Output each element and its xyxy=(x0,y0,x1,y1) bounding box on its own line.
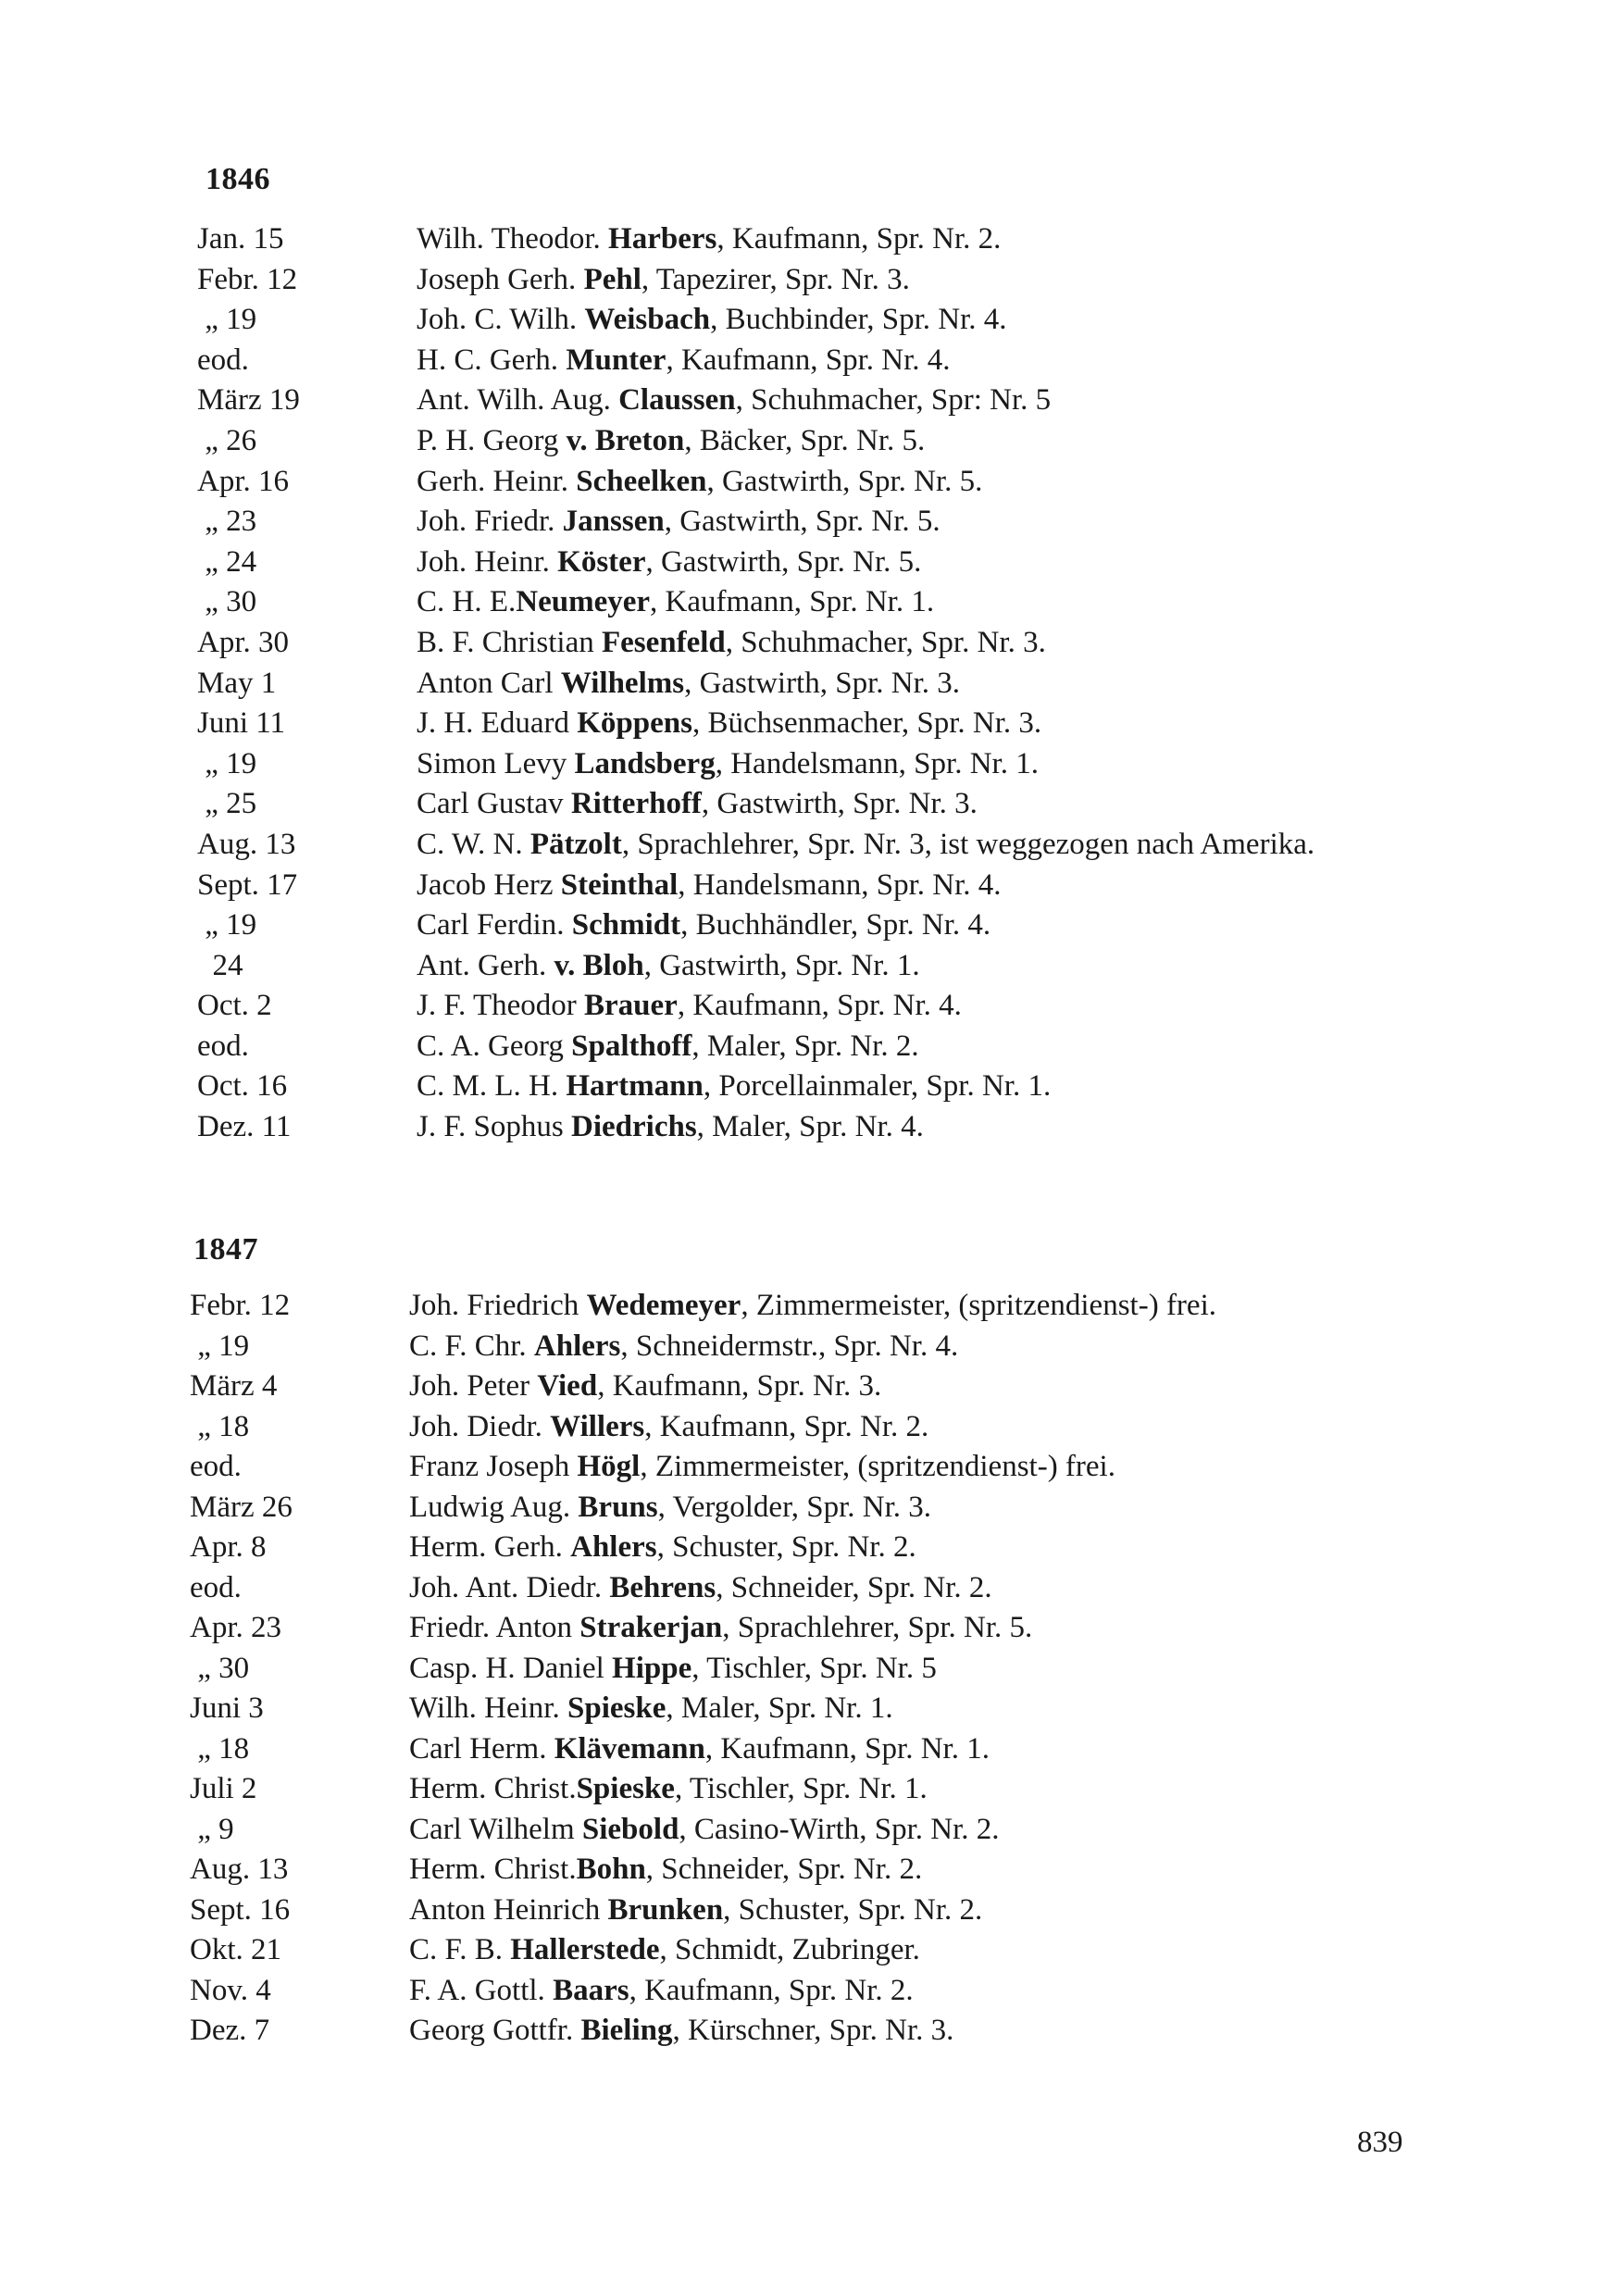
entry-given-names: Joseph Gerh. xyxy=(417,262,584,296)
entry-date-text: Juni 3 xyxy=(190,1691,264,1725)
entry-details: , Vergolder, Spr. Nr. 3. xyxy=(657,1490,932,1524)
entry-text xyxy=(417,341,1426,381)
entry-details: , Schuhmacher, Spr. Nr. 3. xyxy=(725,625,1046,659)
entry-date xyxy=(197,986,417,1027)
entry-surname: Neumeyer xyxy=(516,585,651,619)
list-item xyxy=(0,582,1607,623)
entry-text xyxy=(409,1890,1437,1931)
entry-given-names: Joh. Friedrich xyxy=(409,1289,587,1322)
entry-details: , Kürschner, Spr. Nr. 3. xyxy=(672,2014,954,2047)
entry-surname: Köster xyxy=(557,544,646,579)
entry-date-text: März 19 xyxy=(197,383,300,418)
entry-given-names: B. F. Christian xyxy=(417,625,602,659)
entry-text xyxy=(417,986,1426,1027)
entry-given-names: Ant. Gerh. xyxy=(417,948,554,982)
entry-text xyxy=(409,1407,1437,1448)
entry-surname: Högl xyxy=(577,1450,641,1483)
list-item xyxy=(0,704,1607,744)
entry-date xyxy=(197,462,417,503)
entry-details: , Maler, Spr. Nr. 2. xyxy=(691,1029,919,1063)
entry-date xyxy=(197,219,417,260)
entry-date xyxy=(197,502,417,543)
entry-details: , Zimmermeister, (spritzendienst-) frei. xyxy=(741,1289,1216,1322)
entry-date xyxy=(197,543,417,583)
entry-date xyxy=(190,1327,409,1367)
entry-given-names: F. A. Gottl. xyxy=(409,1973,554,2007)
list-item xyxy=(0,260,1607,301)
entry-date xyxy=(197,825,417,866)
entry-text xyxy=(417,300,1426,341)
entry-details: , Maler, Spr. Nr. 4. xyxy=(696,1110,924,1144)
entry-given-names: Friedr. Anton xyxy=(409,1611,580,1644)
entry-surname: Scheelken xyxy=(576,464,707,498)
entry-given-names: Carl Gustav xyxy=(417,787,571,821)
entry-text xyxy=(417,905,1426,946)
entry-date-text: Jan. 15 xyxy=(197,222,284,256)
entry-text xyxy=(409,1810,1437,1851)
entry-text xyxy=(409,1447,1437,1488)
entry-given-names: Ludwig Aug. xyxy=(409,1490,579,1524)
entry-text xyxy=(417,866,1426,906)
entry-surname: Brunken xyxy=(607,1892,724,1927)
list-item xyxy=(0,1067,1607,1107)
entry-surname: Bohn xyxy=(576,1853,646,1886)
entry-date-text: „ 19 xyxy=(197,908,257,942)
entry-date-text: „ 19 xyxy=(197,303,257,337)
entry-given-names: Herm. Christ. xyxy=(409,1772,577,1805)
entry-text xyxy=(417,462,1426,503)
entry-date-text: „ 18 xyxy=(190,1731,250,1766)
entry-text xyxy=(409,1769,1437,1810)
list-item xyxy=(0,1729,1607,1770)
entry-given-names: Wilh. Heinr. xyxy=(409,1691,567,1725)
entry-date xyxy=(190,1971,409,2012)
entry-text xyxy=(409,1729,1437,1770)
entry-given-names: Jacob Herz xyxy=(417,867,561,902)
entry-date xyxy=(190,1488,409,1529)
entry-surname: Ahlers xyxy=(533,1329,621,1363)
list-item xyxy=(0,905,1607,946)
entry-date xyxy=(197,1027,417,1067)
entry-date xyxy=(190,2011,409,2052)
entry-surname: Janssen xyxy=(562,505,665,539)
entry-date xyxy=(190,1366,409,1407)
list-item xyxy=(0,1890,1607,1931)
entry-list xyxy=(0,1286,1607,2052)
year-heading: 1846 xyxy=(206,162,270,196)
entry-surname: Hartmann xyxy=(566,1069,704,1104)
list-item xyxy=(0,1850,1607,1890)
entry-date-text: Okt. 21 xyxy=(190,1933,281,1966)
entry-given-names: Joh. Peter xyxy=(409,1369,538,1403)
list-item xyxy=(0,1447,1607,1488)
entry-date xyxy=(197,664,417,705)
entry-details: , Gastwirth, Spr. Nr. 5. xyxy=(706,464,983,498)
entry-details: , Buchbinder, Spr. Nr. 4. xyxy=(710,303,1007,337)
entry-date-text: „ 30 xyxy=(197,585,257,619)
entry-surname: Weisbach xyxy=(584,303,711,337)
entry-date xyxy=(190,1930,409,1971)
entry-text xyxy=(409,1971,1437,2012)
list-item xyxy=(0,946,1607,987)
entry-date-text: Apr. 16 xyxy=(197,464,289,498)
entry-given-names: Anton Heinrich xyxy=(409,1892,608,1927)
list-item xyxy=(0,1107,1607,1148)
list-item xyxy=(0,1407,1607,1448)
entry-text xyxy=(417,946,1426,987)
entry-given-names: C. M. L. H. xyxy=(417,1069,567,1104)
list-item xyxy=(0,1366,1607,1407)
entry-date-text: 24 xyxy=(197,948,243,982)
entry-date-text: Dez. 7 xyxy=(190,2014,270,2047)
entry-surname: Hallerstede xyxy=(510,1933,660,1966)
entry-details: , Kaufmann, Spr. Nr. 1. xyxy=(704,1731,990,1766)
entry-date-text: eod. xyxy=(197,1029,249,1063)
entry-given-names: Carl Herm. xyxy=(409,1731,554,1766)
list-item xyxy=(0,381,1607,421)
entry-surname: v. Bloh xyxy=(554,948,644,982)
entry-details: , Schneidermstr., Spr. Nr. 4. xyxy=(620,1329,959,1363)
entry-surname: Siebold xyxy=(581,1812,679,1846)
entry-given-names: Joh. C. Wilh. xyxy=(417,303,585,337)
entry-details: , Kaufmann, Spr. Nr. 4. xyxy=(677,989,962,1023)
entry-surname: Pehl xyxy=(583,262,642,296)
entry-given-names: Wilh. Theodor. xyxy=(417,222,609,256)
entry-given-names: Carl Wilhelm xyxy=(409,1812,582,1846)
entry-details: , Gastwirth, Spr. Nr. 3. xyxy=(701,787,978,821)
entry-given-names: J. F. Theodor xyxy=(417,989,585,1023)
entry-details: , Maler, Spr. Nr. 1. xyxy=(666,1691,893,1725)
entry-surname: Willers xyxy=(550,1409,645,1443)
entry-date xyxy=(197,260,417,301)
list-item xyxy=(0,1568,1607,1609)
entry-date xyxy=(190,1890,409,1931)
entry-details: , Schmidt, Zubringer. xyxy=(659,1933,920,1966)
entry-date xyxy=(197,300,417,341)
entry-surname: Klävemann xyxy=(554,1731,705,1766)
entry-surname: Diedrichs xyxy=(571,1110,697,1144)
entry-date xyxy=(190,1528,409,1568)
entry-date-text: März 26 xyxy=(190,1490,293,1524)
entry-surname: Bieling xyxy=(580,2014,673,2047)
entry-text xyxy=(409,1689,1437,1729)
entry-given-names: Joh. Heinr. xyxy=(417,544,558,579)
entry-text xyxy=(417,543,1426,583)
list-item xyxy=(0,1327,1607,1367)
entry-date-text: Dez. 11 xyxy=(197,1110,292,1144)
entry-date-text: „ 18 xyxy=(190,1409,250,1443)
entry-date-text: „ 24 xyxy=(197,544,257,579)
entry-text xyxy=(409,1608,1437,1649)
entry-details: , Kaufmann, Spr. Nr. 2. xyxy=(716,222,1002,256)
entry-date xyxy=(197,704,417,744)
entry-text xyxy=(409,1930,1437,1971)
entry-date-text: Apr. 30 xyxy=(197,625,289,659)
entry-date-text: Febr. 12 xyxy=(197,262,298,296)
list-item xyxy=(0,502,1607,543)
entry-text xyxy=(409,2011,1437,2052)
entry-surname: v. Breton xyxy=(566,423,685,457)
entry-given-names: Ant. Wilh. Aug. xyxy=(417,383,619,418)
list-item xyxy=(0,623,1607,664)
entry-details: , Schuhmacher, Spr: Nr. 5 xyxy=(735,383,1052,418)
entry-given-names: C. F. Chr. xyxy=(409,1329,534,1363)
list-item xyxy=(0,300,1607,341)
entry-details: , Tapezirer, Spr. Nr. 3. xyxy=(641,262,910,296)
entry-date-text: „ 25 xyxy=(197,787,257,821)
entry-text xyxy=(409,1649,1437,1690)
entry-date xyxy=(197,341,417,381)
entry-date xyxy=(197,946,417,987)
list-item xyxy=(0,543,1607,583)
entry-details: , Porcellainmaler, Spr. Nr. 1. xyxy=(703,1069,1052,1104)
entry-date xyxy=(190,1286,409,1327)
entry-details: , Gastwirth, Spr. Nr. 5. xyxy=(645,544,922,579)
entry-surname: Wilhelms xyxy=(560,666,685,700)
entry-details: , Schuster, Spr. Nr. 2. xyxy=(656,1530,916,1564)
entry-surname: Köppens xyxy=(577,706,692,741)
entry-date-text: „ 30 xyxy=(190,1651,250,1685)
entry-date xyxy=(197,582,417,623)
entry-surname: Hippe xyxy=(612,1651,692,1685)
entry-details: , Tischler, Spr. Nr. 1. xyxy=(674,1772,928,1805)
entry-date-text: eod. xyxy=(197,343,249,377)
entry-text xyxy=(417,623,1426,664)
entry-given-names: Gerh. Heinr. xyxy=(417,464,577,498)
entry-text xyxy=(417,219,1426,260)
list-item xyxy=(0,1528,1607,1568)
list-item xyxy=(0,1027,1607,1067)
entry-surname: Vied xyxy=(537,1369,598,1403)
entry-date-text: „ 26 xyxy=(197,423,257,457)
entry-text xyxy=(417,704,1426,744)
entry-date-text: Nov. 4 xyxy=(190,1973,271,2007)
entry-given-names: Herm. Gerh. xyxy=(409,1530,571,1564)
list-item xyxy=(0,1608,1607,1649)
entry-date-text: Febr. 12 xyxy=(190,1289,291,1322)
entry-date-text: „ 19 xyxy=(197,746,257,780)
entry-details: , Kaufmann, Spr. Nr. 4. xyxy=(666,343,951,377)
entry-date-text: März 4 xyxy=(190,1369,278,1403)
entry-details: , Handelsmann, Spr. Nr. 1. xyxy=(715,746,1039,780)
entry-given-names: Georg Gottfr. xyxy=(409,2014,581,2047)
list-item xyxy=(0,1769,1607,1810)
entry-date-text: „ 9 xyxy=(190,1812,234,1846)
entry-details: , Kaufmann, Spr. Nr. 1. xyxy=(650,585,935,619)
list-item xyxy=(0,341,1607,381)
entry-details: , Gastwirth, Spr. Nr. 3. xyxy=(684,666,960,700)
entry-given-names: C. A. Georg xyxy=(417,1029,572,1063)
entry-surname: Harbers xyxy=(608,222,717,256)
entry-date-text: Apr. 23 xyxy=(190,1611,281,1644)
entry-details: , Buchhändler, Spr. Nr. 4. xyxy=(680,908,991,942)
entry-text xyxy=(409,1568,1437,1609)
list-item xyxy=(0,825,1607,866)
entry-date-text: Aug. 13 xyxy=(197,827,296,861)
entry-date xyxy=(190,1407,409,1448)
entry-details: , Büchsenmacher, Spr. Nr. 3. xyxy=(691,706,1042,741)
entry-surname: Spalthoff xyxy=(571,1029,692,1063)
entry-date xyxy=(197,421,417,462)
entry-details: , Schuster, Spr. Nr. 2. xyxy=(723,1892,983,1927)
entry-date xyxy=(197,623,417,664)
entry-date-text: Sept. 16 xyxy=(190,1892,291,1927)
entry-text xyxy=(417,825,1426,866)
entry-given-names: Joh. Friedr. xyxy=(417,505,563,539)
entry-text xyxy=(417,260,1426,301)
page-number: 839 xyxy=(1357,2126,1403,2159)
entry-details: , Kaufmann, Spr. Nr. 3. xyxy=(597,1369,882,1403)
entry-given-names: P. H. Georg xyxy=(417,423,567,457)
entry-surname: Behrens xyxy=(609,1570,716,1604)
entry-date xyxy=(197,866,417,906)
entry-date-text: Sept. 17 xyxy=(197,867,298,902)
list-item xyxy=(0,462,1607,503)
entry-given-names: C. H. E. xyxy=(417,585,517,619)
entry-date-text: eod. xyxy=(190,1450,242,1483)
entry-date xyxy=(190,1689,409,1729)
entry-surname: Brauer xyxy=(584,989,678,1023)
entry-date xyxy=(197,381,417,421)
entry-surname: Strakerjan xyxy=(579,1611,723,1644)
entry-date xyxy=(197,1107,417,1148)
entry-given-names: Joh. Ant. Diedr. xyxy=(409,1570,610,1604)
entry-date-text: Oct. 2 xyxy=(197,989,272,1023)
list-item xyxy=(0,219,1607,260)
entry-text xyxy=(409,1488,1437,1529)
entry-text xyxy=(409,1528,1437,1568)
entry-list xyxy=(0,219,1607,1148)
entry-date xyxy=(190,1649,409,1690)
entry-date-text: eod. xyxy=(190,1570,242,1604)
list-item xyxy=(0,986,1607,1027)
entry-text xyxy=(417,1027,1426,1067)
entry-surname: Ahlers xyxy=(570,1530,657,1564)
entry-given-names: C. F. B. xyxy=(409,1933,511,1966)
entry-given-names: H. C. Gerh. xyxy=(417,343,567,377)
list-item xyxy=(0,866,1607,906)
entry-given-names: J. F. Sophus xyxy=(417,1110,571,1144)
entry-given-names: Anton Carl xyxy=(417,666,561,700)
entry-text xyxy=(417,582,1426,623)
list-item xyxy=(0,1286,1607,1327)
entry-surname: Schmidt xyxy=(571,908,681,942)
entry-text xyxy=(409,1366,1437,1407)
entry-given-names: Casp. H. Daniel xyxy=(409,1651,613,1685)
entry-date xyxy=(190,1810,409,1851)
entry-date-text: Aug. 13 xyxy=(190,1853,289,1886)
entry-surname: Bruns xyxy=(578,1490,658,1524)
entry-surname: Munter xyxy=(566,343,666,377)
entry-date xyxy=(190,1850,409,1890)
entry-given-names: Joh. Diedr. xyxy=(409,1409,551,1443)
entry-details: , Zimmermeister, (spritzendienst-) frei. xyxy=(640,1450,1115,1483)
entry-date xyxy=(197,784,417,825)
entry-text xyxy=(417,664,1426,705)
entry-date xyxy=(197,744,417,785)
entry-date xyxy=(190,1568,409,1609)
entry-details: , Kaufmann, Spr. Nr. 2. xyxy=(644,1409,929,1443)
entry-date-text: May 1 xyxy=(197,666,277,700)
entry-details: , Schneider, Spr. Nr. 2. xyxy=(645,1853,923,1886)
entry-text xyxy=(417,502,1426,543)
list-item xyxy=(0,784,1607,825)
entry-details: , Sprachlehrer, Spr. Nr. 3, ist weggezogen nach Amerika. xyxy=(621,827,1315,861)
entry-date-text: Apr. 8 xyxy=(190,1530,267,1564)
entry-details: , Kaufmann, Spr. Nr. 2. xyxy=(629,1973,914,2007)
entry-surname: Spieske xyxy=(567,1691,666,1725)
entry-text xyxy=(409,1327,1437,1367)
entry-date-text: „ 19 xyxy=(190,1329,250,1363)
entry-surname: Ritterhoff xyxy=(570,787,702,821)
entry-date xyxy=(190,1608,409,1649)
entry-surname: Steinthal xyxy=(560,867,679,902)
entry-date xyxy=(190,1729,409,1770)
entry-details: , Casino-Wirth, Spr. Nr. 2. xyxy=(679,1812,1000,1846)
entry-date-text: Juli 2 xyxy=(190,1772,257,1805)
list-item xyxy=(0,1810,1607,1851)
entry-date-text: Juni 11 xyxy=(197,706,286,741)
entry-details: , Gastwirth, Spr. Nr. 5. xyxy=(664,505,941,539)
entry-text xyxy=(417,744,1426,785)
list-item xyxy=(0,1930,1607,1971)
entry-text xyxy=(417,421,1426,462)
entry-details: , Schneider, Spr. Nr. 2. xyxy=(716,1570,992,1604)
list-item xyxy=(0,664,1607,705)
entry-date xyxy=(197,905,417,946)
list-item xyxy=(0,1689,1607,1729)
entry-text xyxy=(417,784,1426,825)
entry-date-text: „ 23 xyxy=(197,505,257,539)
entry-surname: Landsberg xyxy=(574,746,716,780)
entry-details: , Gastwirth, Spr. Nr. 1. xyxy=(643,948,920,982)
entry-surname: Fesenfeld xyxy=(601,625,726,659)
entry-date xyxy=(190,1447,409,1488)
entry-date-text: Oct. 16 xyxy=(197,1069,288,1104)
entry-details: , Handelsmann, Spr. Nr. 4. xyxy=(678,867,1002,902)
list-item xyxy=(0,1488,1607,1529)
entry-details: , Tischler, Spr. Nr. 5 xyxy=(691,1651,937,1685)
entry-given-names: Simon Levy xyxy=(417,746,575,780)
list-item xyxy=(0,744,1607,785)
entry-surname: Pätzolt xyxy=(529,827,622,861)
entry-given-names: Herm. Christ. xyxy=(409,1853,577,1886)
entry-given-names: C. W. N. xyxy=(417,827,530,861)
entry-text xyxy=(417,381,1426,421)
entry-details: , Sprachlehrer, Spr. Nr. 5. xyxy=(722,1611,1033,1644)
list-item xyxy=(0,2011,1607,2052)
entry-given-names: Carl Ferdin. xyxy=(417,908,572,942)
entry-date xyxy=(190,1769,409,1810)
entry-details: , Bäcker, Spr. Nr. 5. xyxy=(684,423,926,457)
entry-surname: Spieske xyxy=(576,1772,675,1805)
list-item xyxy=(0,421,1607,462)
entry-date xyxy=(197,1067,417,1107)
list-item xyxy=(0,1971,1607,2012)
year-heading: 1847 xyxy=(193,1232,258,1267)
entry-text xyxy=(409,1286,1437,1327)
entry-text xyxy=(409,1850,1437,1890)
entry-surname: Baars xyxy=(553,1973,629,2007)
entry-given-names: Franz Joseph xyxy=(409,1450,578,1483)
entry-text xyxy=(417,1067,1426,1107)
entry-text xyxy=(417,1107,1426,1148)
entry-surname: Wedemeyer xyxy=(586,1289,741,1322)
entry-surname: Claussen xyxy=(618,383,736,418)
list-item xyxy=(0,1649,1607,1690)
entry-given-names: J. H. Eduard xyxy=(417,706,578,741)
